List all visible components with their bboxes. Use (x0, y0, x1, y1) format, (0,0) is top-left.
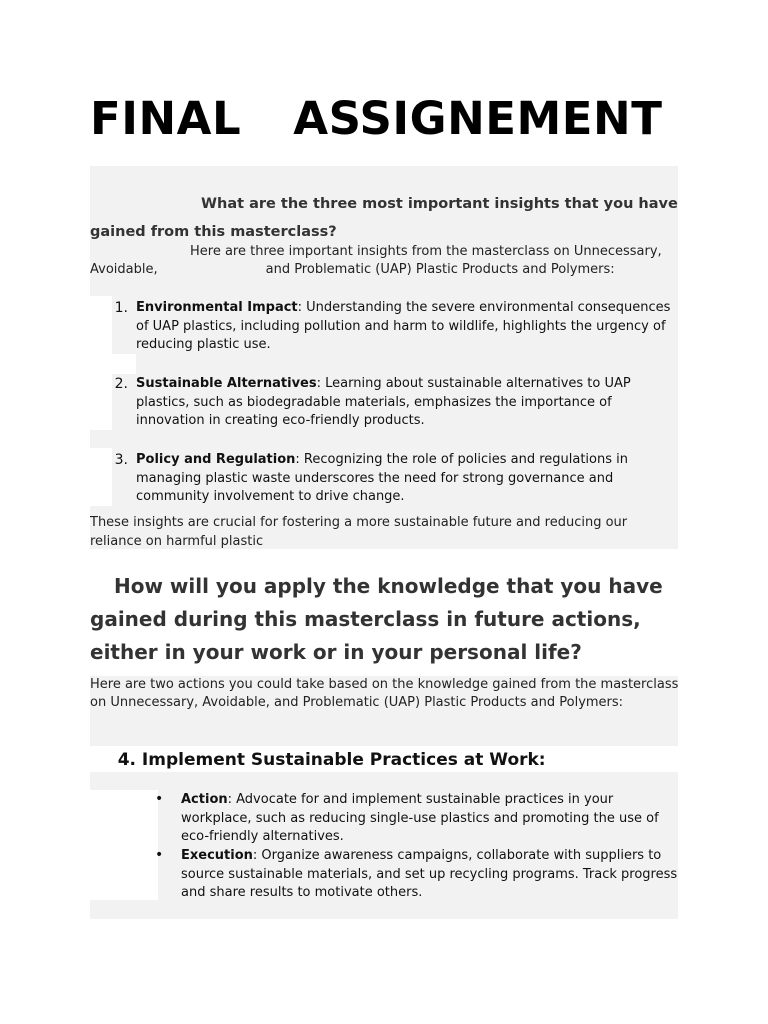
subheading-number: 4. (117, 750, 136, 770)
bullet-text: : Advocate for and implement sustainable practices in your workplace, such as reducing single-use plastics and promoting the use of eco-friendly alternatives. (181, 792, 659, 844)
list-item-heading: Sustainable Alternatives (136, 376, 317, 391)
list-item-number: 2. (114, 376, 128, 392)
list-item-number: 1. (114, 300, 128, 316)
list-item-text: : Learning about sustainable alternatives to UAP plastics, such as biodegradable materials, emphasizes the importance of innovation in creating eco-friendly products. (136, 376, 631, 428)
bullet-icon: • (155, 791, 164, 807)
shaded-block (90, 430, 678, 448)
list-item-number: 3. (114, 452, 128, 468)
section2-intro: Here are two actions you could take based on the knowledge gained from the masterclass on Unnecessary, Avoidable, and Problematic (UAP) Plastic Products and Polymers: (90, 677, 679, 710)
section1-intro-part-b: and Problematic (UAP) Plastic Products and Polymers: (265, 262, 615, 277)
bullet-icon: • (155, 847, 164, 863)
list-item-heading: Environmental Impact (136, 300, 298, 315)
subheading (110, 747, 670, 773)
document-title: FINAL ASSIGNEMENT (90, 92, 663, 145)
list-item-heading: Policy and Regulation (136, 452, 296, 467)
list-item (110, 451, 680, 507)
list-item (110, 375, 680, 431)
question-1: What are the three most important insights that you have gained from this masterclass? (90, 196, 678, 240)
bullet-item (155, 847, 680, 903)
bullet-heading: Action (181, 792, 228, 807)
question-2: How will you apply the knowledge that you have gained during this masterclass in future actions, either in your work or in your personal life? (90, 574, 663, 664)
list-item-text: : Understanding the severe environmental consequences of UAP plastics, including pollution and harm to wildlife, highlights the urgency of reducing plastic use. (136, 300, 671, 352)
shaded-block (90, 772, 678, 790)
section1-outro: These insights are crucial for fostering a more sustainable future and reducing our reliance on harmful plastic (90, 515, 628, 549)
section1-intro-part-a: Here are three important insights from the masterclass on Unnecessary, Avoidable, (90, 244, 662, 277)
shaded-block (90, 900, 678, 919)
list-item (110, 299, 680, 355)
subheading-text: Implement Sustainable Practices at Work: (141, 750, 546, 770)
bullet-heading: Execution (181, 848, 253, 863)
list-item-text: : Recognizing the role of policies and regulations in managing plastic waste underscores the need for strong governance and community involvement to drive change. (136, 452, 628, 504)
bullet-item (155, 791, 680, 847)
shaded-block (136, 354, 678, 374)
bullet-text: : Organize awareness campaigns, collaborate with suppliers to source sustainable materials, and set up recycling programs. Track progress and share results to motivate others. (181, 848, 678, 900)
section1-intro (90, 243, 680, 279)
